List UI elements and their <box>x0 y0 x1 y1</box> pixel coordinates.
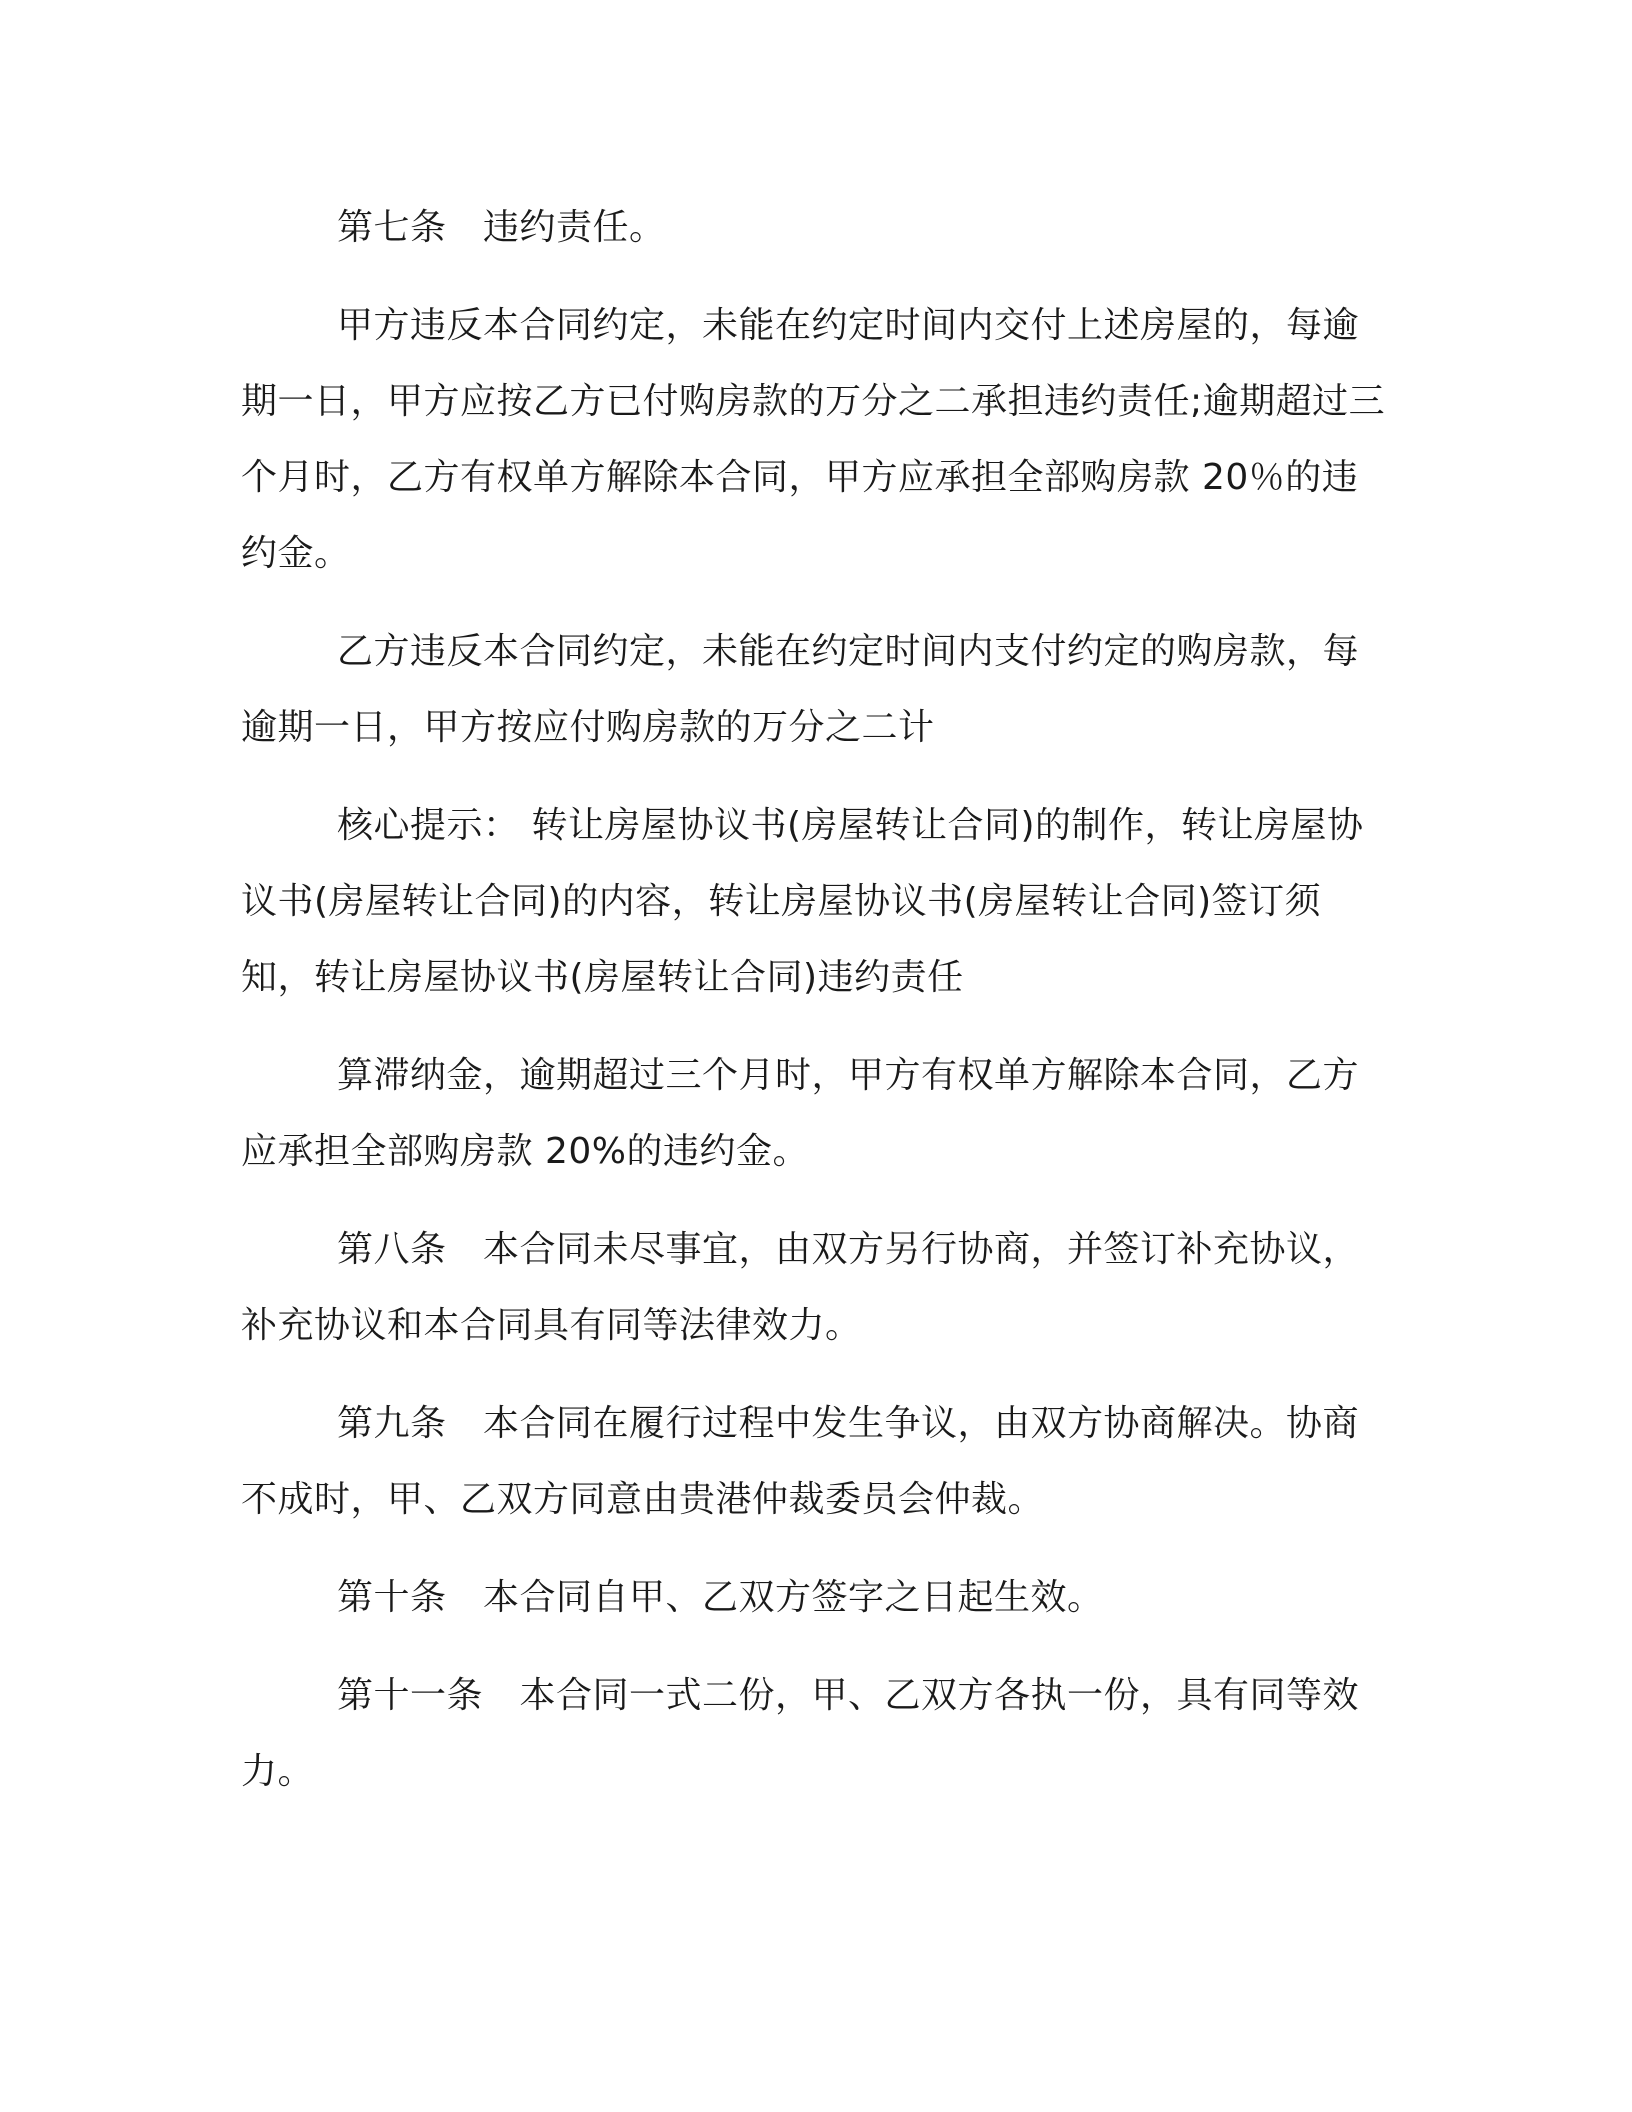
core-tip-paragraph: 核心提示： 转让房屋协议书(房屋转让合同)的制作，转让房屋协议书(房屋转让合同)的内容，转让房屋协议书(房屋转让合同)签订须知，转让房屋协议书(房屋转让合同)违约责任 <box>241 805 1364 998</box>
article-10-paragraph: 第十条 本合同自甲、乙双方签字之日起生效。 <box>337 1577 1104 1618</box>
party-a-breach-paragraph: 甲方违反本合同约定，未能在约定时间内交付上述房屋的，每逾期一日，甲方应按乙方已付购房款的万分之二承担违约责任;逾期超过三个月时，乙方有权单方解除本合同，甲方应承担全部购房款 20％的违约金。 <box>241 305 1386 574</box>
article-9-paragraph: 第九条 本合同在履行过程中发生争议，由双方协商解决。协商不成时，甲、乙双方同意由贵港仲裁委员会仲裁。 <box>241 1403 1360 1520</box>
article-8-paragraph: 第八条 本合同未尽事宜，由双方另行协商，并签订补充协议，补充协议和本合同具有同等法律效力。 <box>241 1229 1360 1346</box>
article-7-heading: 第七条 违约责任。 <box>337 207 666 248</box>
article-11-paragraph: 第十一条 本合同一式二份，甲、乙双方各执一份，具有同等效力。 <box>241 1675 1360 1792</box>
party-b-breach-paragraph: 乙方违反本合同约定，未能在约定时间内支付约定的购房款，每逾期一日，甲方按应付购房款的万分之二计 <box>241 631 1360 748</box>
late-fee-paragraph: 算滞纳金，逾期超过三个月时，甲方有权单方解除本合同，乙方应承担全部购房款 20%的违约金。 <box>241 1055 1360 1172</box>
document-body <box>241 190 1391 1832</box>
